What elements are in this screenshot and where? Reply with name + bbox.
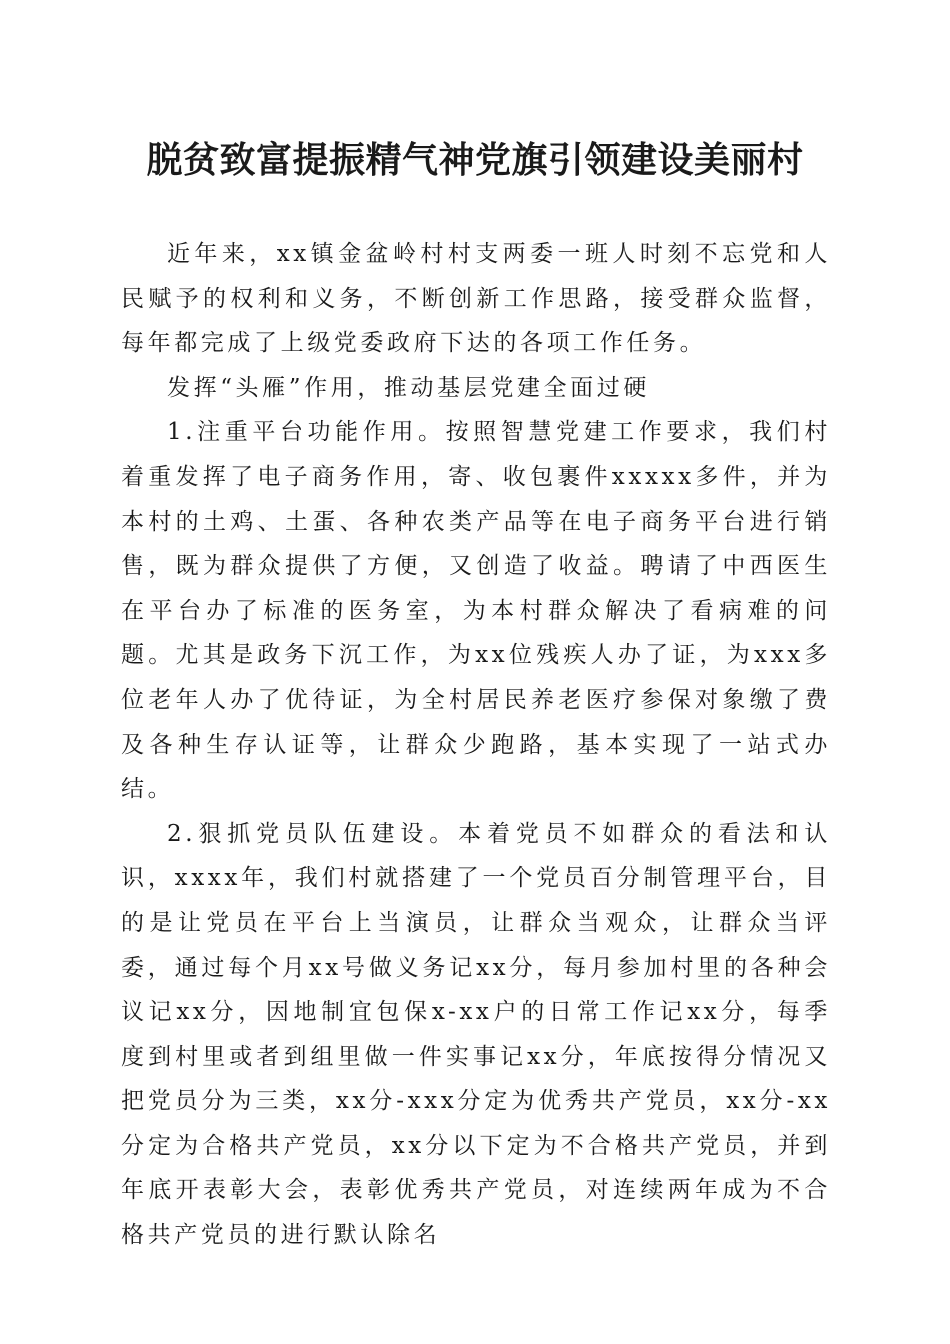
section-heading: 发挥“头雁”作用，推动基层党建全面过硬	[167, 374, 650, 401]
document-title: 脱贫致富提振精气神党旗引领建设美丽村	[146, 139, 804, 181]
paragraph-item-1: 1.注重平台功能作用。按照智慧党建工作要求，我们村着重发挥了电子商务作用，寄、收包裹件xxxxx多件，并为本村的土鸡、土蛋、各种农类产品等在电子商务平台进行销售，既为群众提供了方便，又创造了收益。聘请了中西医生在平台办了标准的医务室，为本村群众解决了看病难的问题。尤其是政务下沉工作，为xx位残疾人办了证，为xxx多位老年人办了优待证，为全村居民养老医疗参保对象缴了费及各种生存认证等，让群众少跑路，基本实现了一站式办结。	[121, 419, 831, 803]
paragraph-item-2: 2.狠抓党员队伍建设。本着党员不如群众的看法和认识，xxxx年，我们村就搭建了一个党员百分制管理平台，目的是让党员在平台上当演员，让群众当观众，让群众当评委，通过每个月xx号做义务记xx分，每月参加村里的各种会议记xx分，因地制宜包保x-xx户的日常工作记xx分，每季度到村里或者到组里做一件实事记xx分，年底按得分情况又把党员分为三类，xx分-xxx分定为优秀共产党员，xx分-xx分定为合格共产党员，xx分以下定为不合格共产党员，并到年底开表彰大会，表彰优秀共产党员，对连续两年成为不合格共产党员的进行默认除名	[121, 820, 831, 1249]
document-body	[121, 232, 831, 1258]
paragraph-intro: 近年来，xx镇金盆岭村村支两委一班人时刻不忘党和人民赋予的权利和义务，不断创新工作思路，接受群众监督，每年都完成了上级党委政府下达的各项工作任务。	[121, 241, 831, 357]
